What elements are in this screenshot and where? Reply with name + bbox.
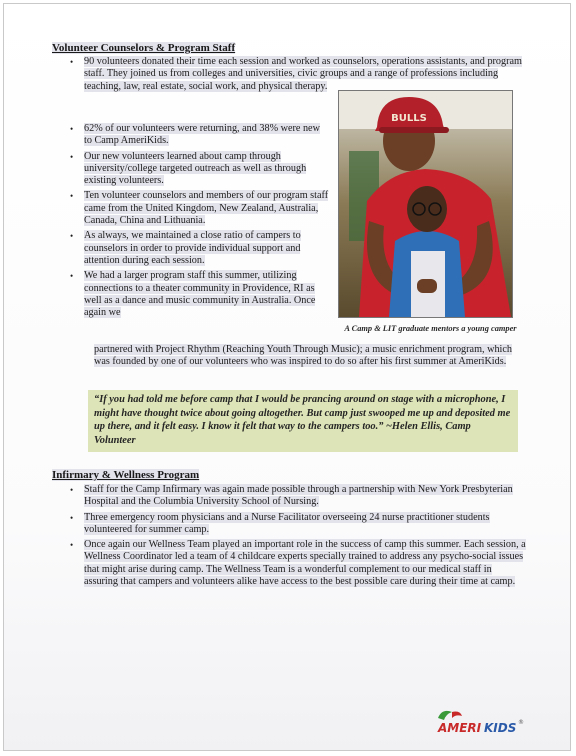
list-item bbox=[67, 190, 329, 227]
infirmary-list bbox=[67, 484, 527, 591]
bullet-icon: • bbox=[70, 485, 74, 495]
leaf-icon bbox=[438, 711, 452, 720]
list-item-text: Ten volunteer counselors and members of our program staff came from the United Kingdom, New Zealand, Australia, Canada, China and Lithuania. bbox=[84, 190, 329, 227]
list-item-text: We had a larger program staff this summer, utilizing connections to a theater community in Providence, RI as well as a dance and music community in Australia. Once again we bbox=[84, 270, 316, 319]
list-item bbox=[67, 123, 329, 148]
list-item bbox=[67, 230, 329, 267]
list-item bbox=[67, 539, 527, 588]
photo-caption: A Camp & LIT graduate mentors a young camper bbox=[344, 324, 517, 333]
camp-photo bbox=[338, 90, 513, 318]
list-item-text: Staff for the Camp Infirmary was again made possible through a partnership with New York Presbyterian Hospital and the Columbia University School of Nursing. bbox=[84, 484, 513, 508]
bullet-icon: • bbox=[70, 231, 74, 242]
bullet-icon: • bbox=[70, 512, 74, 523]
registered-mark: ® bbox=[518, 719, 524, 726]
continuation-span: partnered with Project Rhythm (Reaching Youth Through Music); a music enrichment program, which was founded by one of our volunteers who was inspired to do so after his first summer at AmeriKids. bbox=[94, 344, 512, 368]
list-item bbox=[67, 512, 527, 537]
logo-text-kids: KIDS bbox=[484, 721, 517, 735]
list-item bbox=[67, 151, 329, 188]
continuation-text bbox=[94, 344, 526, 369]
logo-text-ameri: AMERI bbox=[438, 721, 482, 735]
list-item-text: Our new volunteers learned about camp through university/college targeted outreach as well as through existing volunteers. bbox=[84, 150, 307, 187]
volunteer-list bbox=[67, 123, 329, 322]
bullet-icon: • bbox=[70, 57, 74, 67]
section-heading-infirmary: Infirmary & Wellness Program bbox=[52, 469, 200, 481]
list-item-text: Once again our Wellness Team played an important role in the success of camp this summer. Each session, a Wellness Coordinator led a team of 4 childcare experts specially trained to address any psycho-social issues that might arise during camp. The Wellness Team is a wonderful complement to our medical staff in assuring that campers and volunteers alike have access to the best possible care during their time at camp. bbox=[84, 539, 526, 588]
bullet-icon: • bbox=[70, 124, 74, 134]
leaf-icon-red bbox=[452, 712, 462, 719]
bullet-icon: • bbox=[70, 540, 74, 551]
volunteer-quote: “If you had told me before camp that I would be prancing around on stage with a microphone, I might have thought twice about going altogether. But camp just swooped me up and deposited me up there, and it felt easy. I know it felt that way to the campers too.” ~Helen Ellis, Camp Volunteer bbox=[88, 390, 518, 452]
bullet-icon: • bbox=[70, 271, 74, 282]
list-item-text: Three emergency room physicians and a Nurse Facilitator overseeing 24 nurse practitioner students volunteered for summer camp. bbox=[84, 511, 490, 535]
list-item-text: 62% of our volunteers were returning, and 38% were new to Camp AmeriKids. bbox=[84, 123, 320, 147]
list-item bbox=[67, 56, 527, 93]
bullet-icon: • bbox=[70, 151, 74, 162]
list-item bbox=[67, 484, 527, 509]
bullet-icon: • bbox=[70, 191, 74, 202]
mentor-camper-illustration bbox=[339, 91, 512, 317]
list-item-text: As always, we maintained a close ratio of campers to counselors in order to provide individual support and attention during each session. bbox=[84, 230, 301, 266]
list-item bbox=[67, 270, 329, 319]
list-item-text: 90 volunteers donated their time each session and worked as counselors, operations assistants, and program staff. They joined us from colleges and universities, civic groups and a range of professions including teaching, law, real estate, social work, and physical therapy. bbox=[84, 56, 522, 92]
section-heading-volunteers: Volunteer Counselors & Program Staff bbox=[52, 42, 236, 54]
cap-text: BULLS bbox=[391, 113, 427, 124]
amerikids-logo bbox=[436, 708, 526, 736]
document-page bbox=[3, 3, 571, 751]
logo-graphic bbox=[436, 708, 526, 736]
